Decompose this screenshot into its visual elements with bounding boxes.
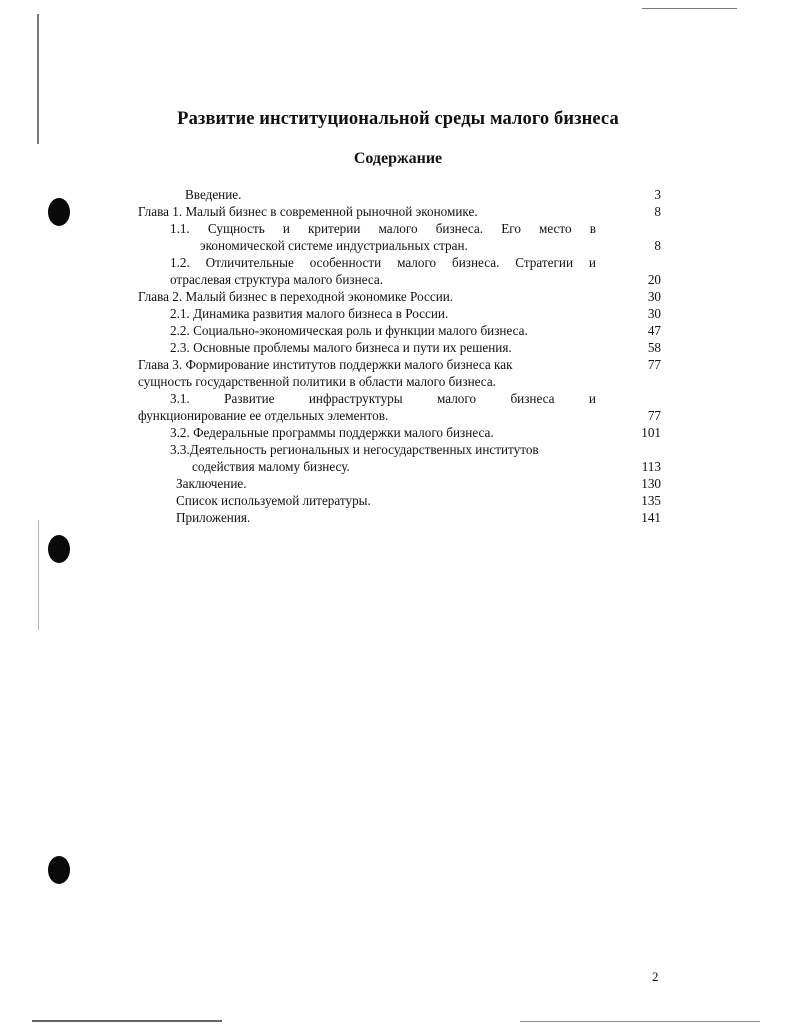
toc-entry-chapter-2: Глава 2. Малый бизнес в переходной экономике России. [138, 289, 454, 304]
toc-entry-section-1-2-cont: отраслевая структура малого бизнеса. [170, 272, 384, 287]
word: критерии [308, 221, 361, 236]
toc-page-section-2-2: 47 [647, 323, 661, 338]
word: малого [397, 255, 437, 270]
word: инфраструктуры [308, 391, 403, 406]
toc-page-chapter-2: 30 [647, 289, 661, 304]
toc-page-section-3-3: 113 [641, 459, 661, 474]
toc-entry-section-1-2 [170, 254, 596, 271]
word: 1.1. [170, 221, 190, 236]
word: Сущность [207, 221, 265, 236]
word: особенности [309, 255, 382, 270]
word: Стратегии [515, 255, 574, 270]
toc-entry-section-3-2: 3.2. Федеральные программы поддержки малого бизнеса. [170, 425, 494, 440]
toc-page-chapter-3: 77 [647, 357, 661, 372]
toc-page-section-3-2: 101 [641, 425, 661, 440]
toc-page-section-2-1: 30 [647, 306, 661, 321]
toc-entry-section-2-2: 2.2. Социально-экономическая роль и функции малого бизнеса. [170, 323, 528, 338]
toc-page-section-3-1: 77 [647, 408, 661, 423]
word: в [589, 221, 596, 236]
word: и [588, 255, 596, 270]
toc-page-appendices: 141 [641, 510, 661, 525]
word: бизнеса. [452, 255, 500, 270]
toc-entry-section-2-1: 2.1. Динамика развития малого бизнеса в России. [170, 306, 449, 321]
toc-page-chapter-1: 8 [654, 204, 661, 219]
toc-entry-section-3-3: 3.3.Деятельность региональных и негосударственных институтов [170, 442, 539, 457]
toc-page-intro: 3 [654, 187, 661, 202]
word: Отличительные [205, 255, 294, 270]
toc-entry-intro: Введение. [185, 187, 242, 202]
word: и [588, 391, 596, 406]
word: малого [378, 221, 418, 236]
page-title: Развитие институциональной среды малого бизнеса [177, 109, 619, 129]
word: место [539, 221, 572, 236]
page-number: 2 [652, 969, 659, 984]
word: малого [437, 391, 477, 406]
word: бизнеса. [435, 221, 484, 236]
toc-entry-section-1-1 [170, 220, 596, 237]
toc-entry-conclusion: Заключение. [176, 476, 247, 491]
toc-page-conclusion: 130 [641, 476, 661, 491]
toc-entry-section-3-1 [170, 390, 596, 407]
toc-entry-section-3-3-cont: содействия малому бизнесу. [192, 459, 350, 474]
toc-page-section-1-1: 8 [654, 238, 661, 253]
toc-entry-chapter-3: Глава 3. Формирование институтов поддержки малого бизнеса как [138, 357, 513, 372]
word: 1.2. [170, 255, 190, 270]
toc-entry-section-2-3: 2.3. Основные проблемы малого бизнеса и пути их решения. [170, 340, 512, 355]
toc-entry-chapter-3-cont: сущность государственной политики в области малого бизнеса. [138, 374, 496, 389]
toc-entry-appendices: Приложения. [176, 510, 251, 525]
toc-page-section-2-3: 58 [647, 340, 661, 355]
toc-entry-literature: Список используемой литературы. [176, 493, 371, 508]
toc-entry-section-1-1-cont: экономической системе индустриальных стран. [200, 238, 468, 253]
toc-page-literature: 135 [641, 493, 661, 508]
word: 3.1. [170, 391, 190, 406]
toc-page-section-1-2: 20 [647, 272, 661, 287]
toc-heading: Содержание [353, 150, 443, 167]
word: Его [501, 221, 521, 236]
word: Развитие [224, 391, 275, 406]
word: и [282, 221, 290, 236]
word: бизнеса [510, 391, 555, 406]
toc-entry-chapter-1: Глава 1. Малый бизнес в современной рыночной экономике. [138, 204, 478, 219]
toc-entry-section-3-1-cont: функционирование ее отдельных элементов. [138, 408, 389, 423]
